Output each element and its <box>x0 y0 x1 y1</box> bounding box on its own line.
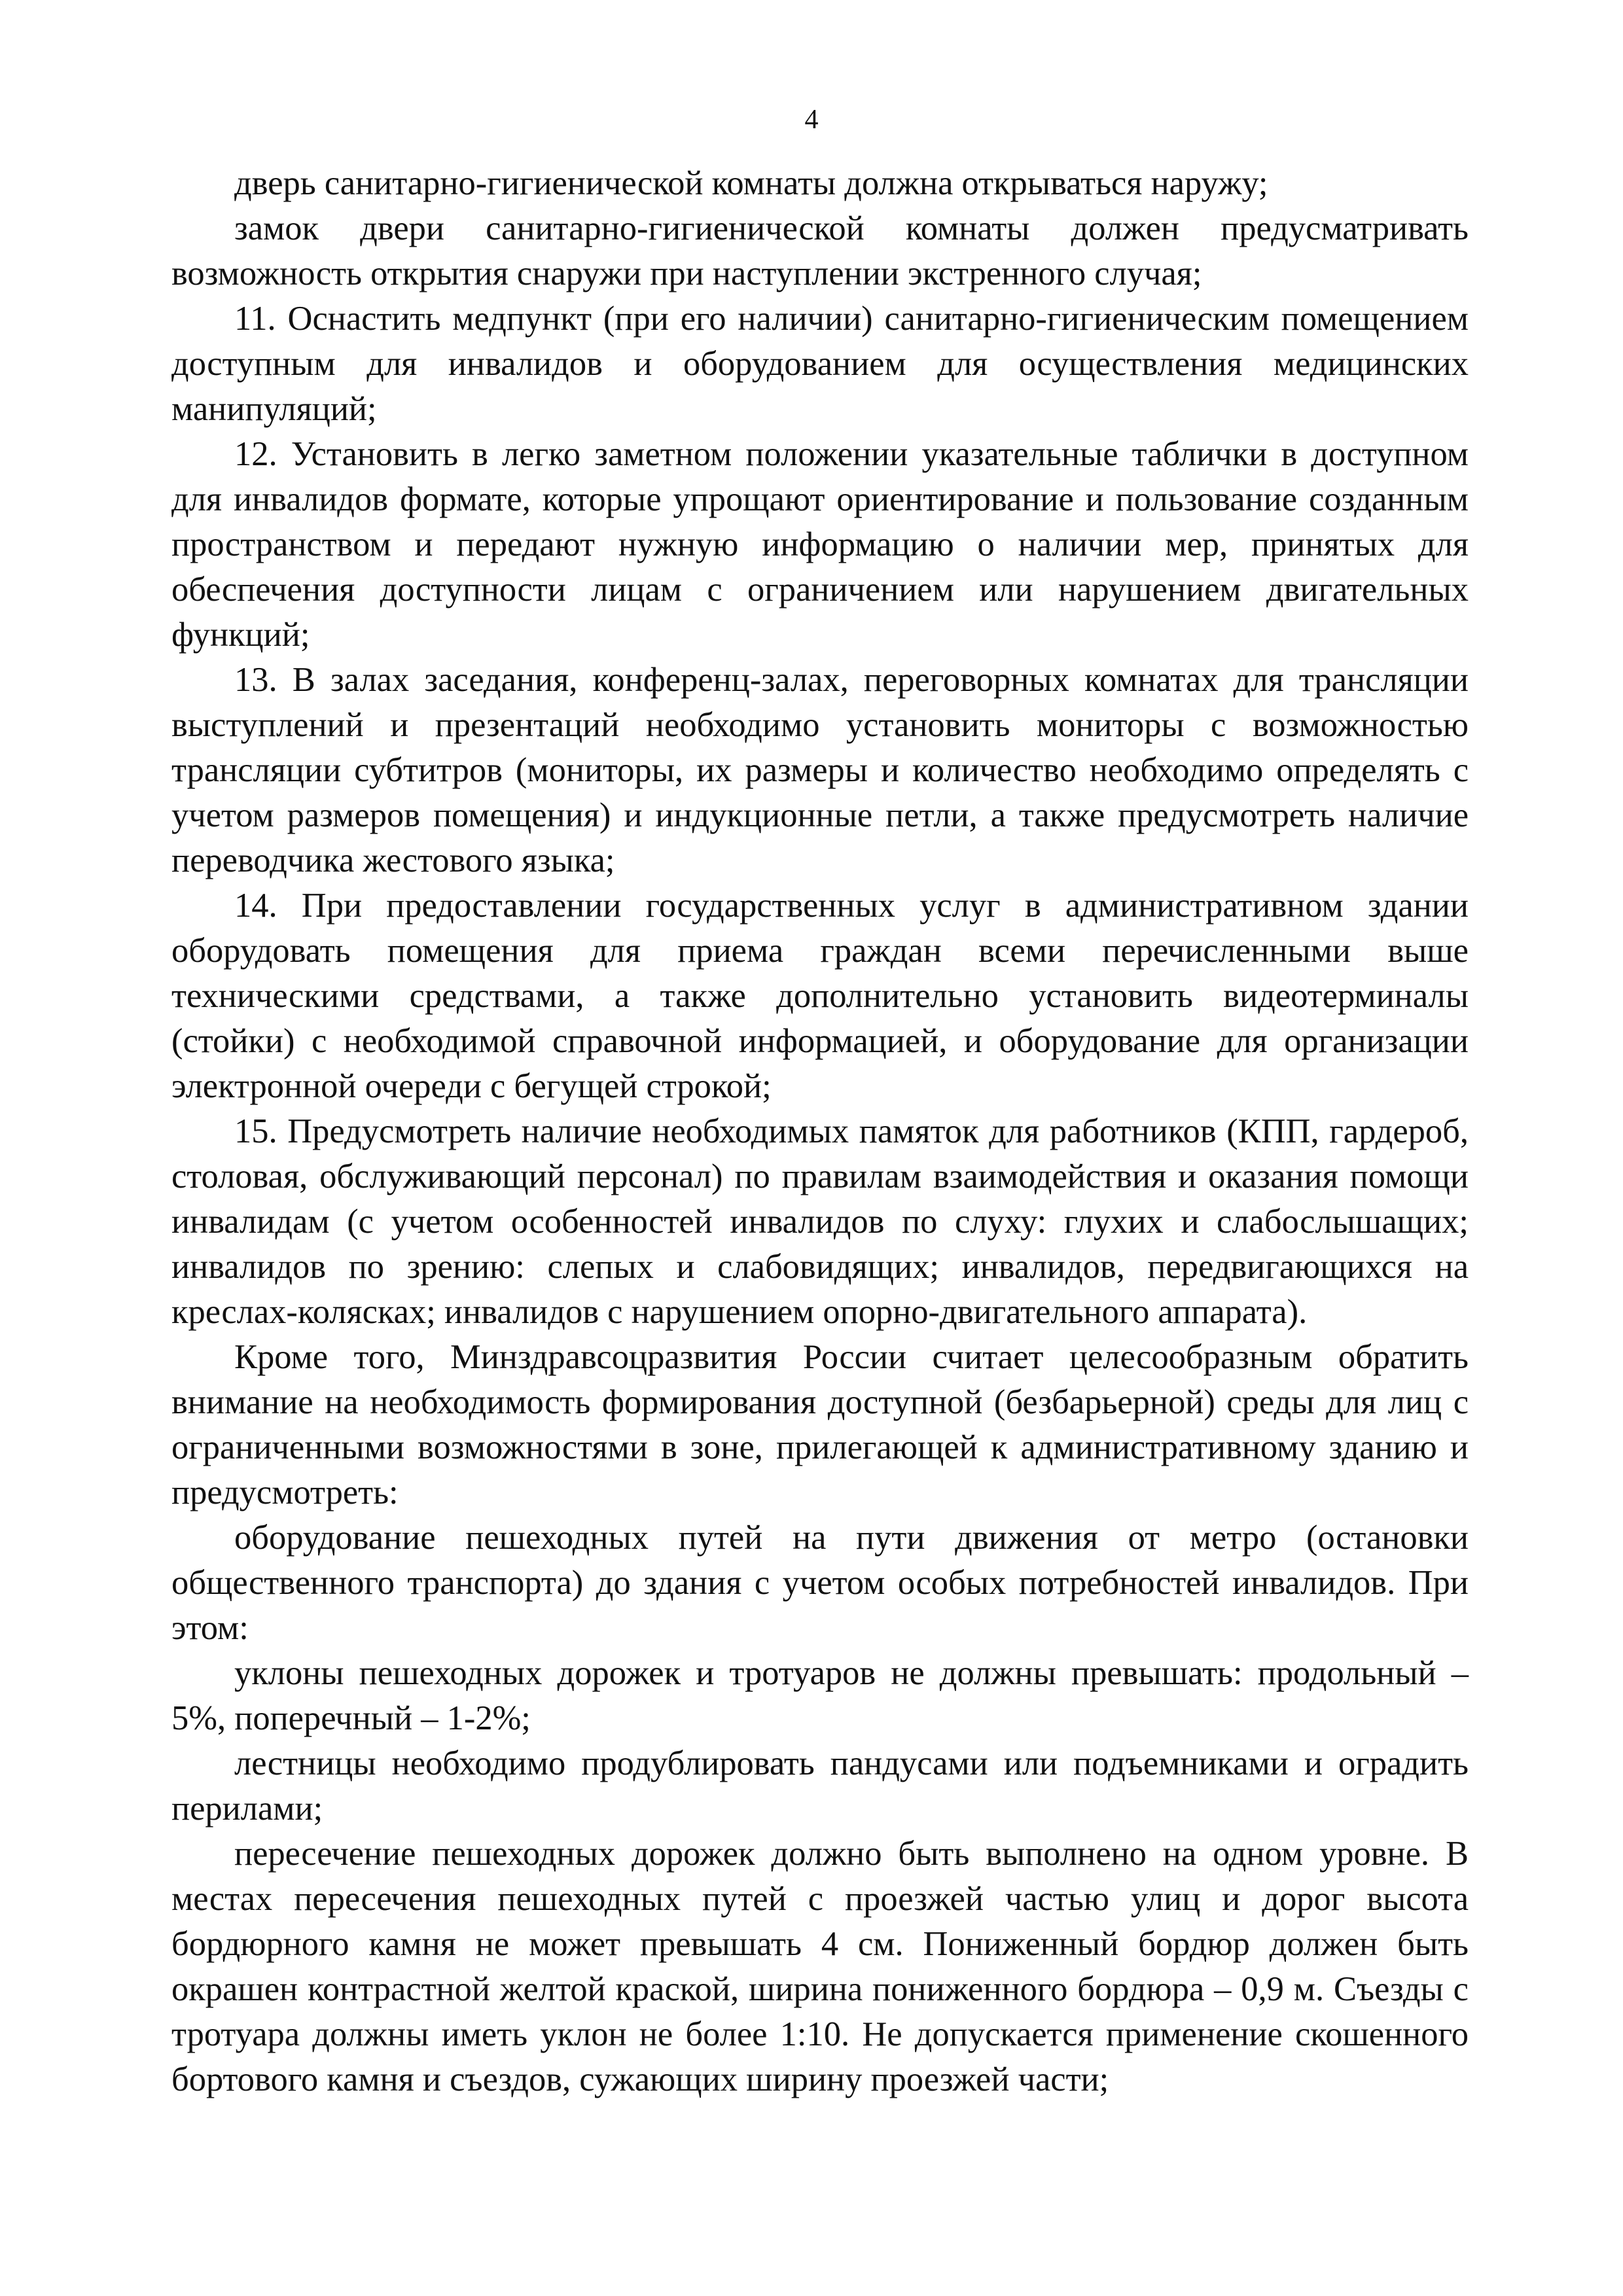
paragraph-ministry-note: Кроме того, Минздравсоцразвития России считает целесообразным обратить внимание на необходимость формирования доступной (безбарьерной) среды для лиц с ограниченными возможностями в зоне, прилегающей к административному зданию и предусмотреть: <box>171 1338 1469 1511</box>
paragraph-item-15: 15. Предусмотреть наличие необходимых памяток для работников (КПП, гардероб, столовая, обслуживающий персонал) по правилам взаимодействия и оказания помощи инвалидам (с учетом особенностей инвалидов по слуху: глухих и слабослышащих; инвалидов по зрению: слепых и слабовидящих; инвалидов, передвигающихся на креслах-колясках; инвалидов с нарушением опорно-двигательного аппарата). <box>171 1112 1469 1331</box>
document-body <box>171 161 1469 2102</box>
paragraph-item-11: 11. Оснастить медпункт (при его наличии) санитарно-гигиеническим помещением доступным для инвалидов и оборудованием для осуществления медицинских манипуляций; <box>171 300 1469 428</box>
paragraph-slopes: уклоны пешеходных дорожек и тротуаров не должны превышать: продольный – 5%, поперечный – 1-2%; <box>171 1654 1469 1737</box>
paragraph-pedestrian-paths: оборудование пешеходных путей на пути движения от метро (остановки общественного транспорта) до здания с учетом особых потребностей инвалидов. При этом: <box>171 1519 1469 1647</box>
paragraph-door-lock: замок двери санитарно-гигиенической комнаты должен предусматривать возможность открытия снаружи при наступлении экстренного случая; <box>171 209 1469 292</box>
paragraph-item-13: 13. В залах заседания, конференц-залах, переговорных комнатах для трансляции выступлений и презентаций необходимо установить мониторы с возможностью трансляции субтитров (мониторы, их размеры и количество необходимо определять с учетом размеров помещения) и индукционные петли, а также предусмотреть наличие переводчика жестового языка; <box>171 661 1469 879</box>
paragraph-item-12: 12. Установить в легко заметном положении указательные таблички в доступном для инвалидов формате, которые упрощают ориентирование и пользование созданным пространством и передают нужную информацию о наличии мер, принятых для обеспечения доступности лицам с ограничением или нарушением двигательных функций; <box>171 435 1469 654</box>
page-number: 4 <box>804 105 819 135</box>
paragraph-stairs: лестницы необходимо продублировать пандусами или подъемниками и оградить перилами; <box>171 1744 1469 1828</box>
paragraph-item-14: 14. При предоставлении государственных услуг в административном здании оборудовать помещения для приема граждан всеми перечисленными выше техническими средствами, а также дополнительно установить видеотерминалы (стойки) с необходимой справочной информацией, и оборудование для организации электронной очереди с бегущей строкой; <box>171 887 1469 1105</box>
paragraph-crossings: пересечение пешеходных дорожек должно быть выполнено на одном уровне. В местах пересечения пешеходных путей с проезжей частью улиц и дорог высота бордюрного камня не может превышать 4 см. Пониженный бордюр должен быть окрашен контрастной желтой краской, ширина пониженного бордюра – 0,9 м. Съезды с тротуара должны иметь уклон не более 1:10. Не допускается применение скошенного бортового камня и съездов, сужающих ширину проезжей части; <box>171 1835 1469 2098</box>
paragraph-door-opening: дверь санитарно-гигиенической комнаты должна открываться наружу; <box>234 164 1268 202</box>
